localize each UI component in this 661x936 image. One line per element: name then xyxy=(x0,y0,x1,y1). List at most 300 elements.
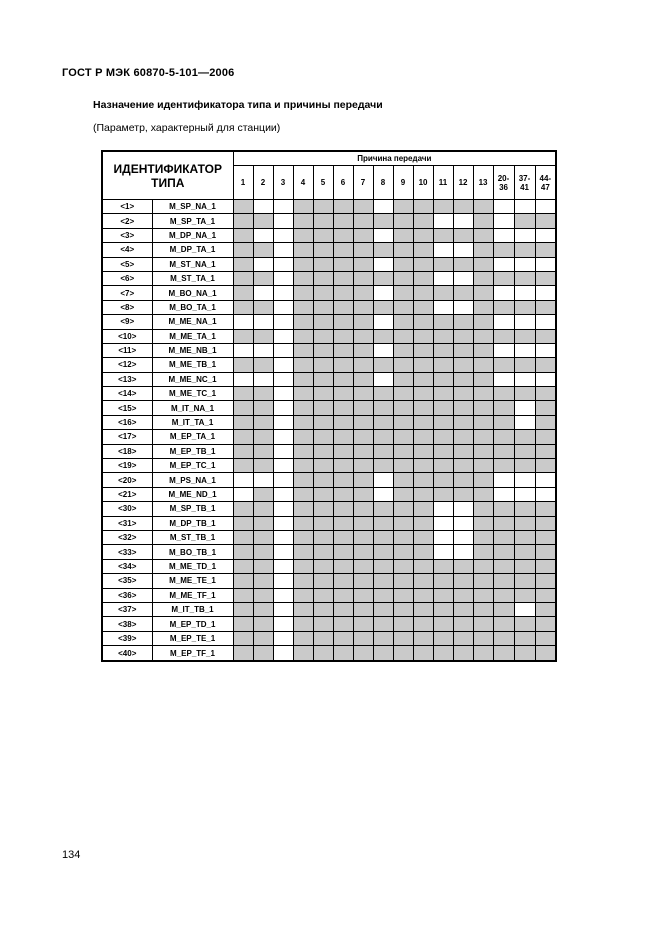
empty-cell xyxy=(493,315,514,329)
table-row xyxy=(102,444,556,458)
empty-cell xyxy=(273,602,293,616)
shaded-cell xyxy=(333,401,353,415)
shaded-cell xyxy=(253,401,273,415)
shaded-cell xyxy=(453,459,473,473)
empty-cell xyxy=(453,530,473,544)
table-row xyxy=(102,602,556,616)
cause-column-header: 6 xyxy=(333,166,353,200)
shaded-cell xyxy=(493,401,514,415)
shaded-cell xyxy=(493,545,514,559)
shaded-cell xyxy=(393,602,413,616)
shaded-cell xyxy=(313,243,333,257)
table-row xyxy=(102,358,556,372)
shaded-cell xyxy=(413,286,433,300)
type-id-code: <3> xyxy=(102,228,152,242)
empty-cell xyxy=(535,372,556,386)
empty-cell xyxy=(273,502,293,516)
empty-cell xyxy=(273,257,293,271)
shaded-cell xyxy=(514,430,535,444)
shaded-cell xyxy=(353,631,373,645)
empty-cell xyxy=(373,343,393,357)
shaded-cell xyxy=(353,516,373,530)
shaded-cell xyxy=(293,329,313,343)
shaded-cell xyxy=(393,646,413,661)
shaded-cell xyxy=(293,617,313,631)
section-title: Назначение идентификатора типа и причины передачи xyxy=(93,99,383,111)
shaded-cell xyxy=(233,214,253,228)
shaded-cell xyxy=(373,530,393,544)
type-id-code: <35> xyxy=(102,574,152,588)
type-id-code: <11> xyxy=(102,343,152,357)
shaded-cell xyxy=(413,214,433,228)
type-id-name: M_SP_TA_1 xyxy=(152,214,233,228)
shaded-cell xyxy=(493,387,514,401)
shaded-cell xyxy=(473,214,493,228)
shaded-cell xyxy=(493,358,514,372)
shaded-cell xyxy=(293,502,313,516)
table-row xyxy=(102,631,556,645)
cause-column-header: 20-36 xyxy=(493,166,514,200)
empty-cell xyxy=(273,530,293,544)
shaded-cell xyxy=(413,430,433,444)
type-id-code: <10> xyxy=(102,329,152,343)
table-row xyxy=(102,487,556,501)
shaded-cell xyxy=(413,444,433,458)
table-row xyxy=(102,502,556,516)
shaded-cell xyxy=(453,387,473,401)
type-id-code: <39> xyxy=(102,631,152,645)
table-row xyxy=(102,401,556,415)
shaded-cell xyxy=(433,617,453,631)
shaded-cell xyxy=(333,530,353,544)
shaded-cell xyxy=(293,459,313,473)
type-id-name: M_ME_TC_1 xyxy=(152,387,233,401)
shaded-cell xyxy=(313,315,333,329)
shaded-cell xyxy=(233,631,253,645)
shaded-cell xyxy=(293,430,313,444)
empty-cell xyxy=(493,286,514,300)
empty-cell xyxy=(493,473,514,487)
cause-column-header: 2 xyxy=(253,166,273,200)
shaded-cell xyxy=(413,588,433,602)
shaded-cell xyxy=(393,473,413,487)
shaded-cell xyxy=(293,516,313,530)
shaded-cell xyxy=(333,415,353,429)
shaded-cell xyxy=(535,430,556,444)
shaded-cell xyxy=(413,329,433,343)
type-id-code: <20> xyxy=(102,473,152,487)
empty-cell xyxy=(273,387,293,401)
empty-cell xyxy=(273,358,293,372)
type-id-name: M_ME_TD_1 xyxy=(152,559,233,573)
shaded-cell xyxy=(473,588,493,602)
shaded-cell xyxy=(333,228,353,242)
shaded-cell xyxy=(333,502,353,516)
shaded-cell xyxy=(535,631,556,645)
shaded-cell xyxy=(333,372,353,386)
shaded-cell xyxy=(293,559,313,573)
shaded-cell xyxy=(233,545,253,559)
shaded-cell xyxy=(514,459,535,473)
empty-cell xyxy=(273,200,293,214)
shaded-cell xyxy=(535,358,556,372)
shaded-cell xyxy=(453,372,473,386)
shaded-cell xyxy=(313,602,333,616)
shaded-cell xyxy=(373,430,393,444)
shaded-cell xyxy=(373,617,393,631)
shaded-cell xyxy=(473,473,493,487)
type-id-name: M_ME_TE_1 xyxy=(152,574,233,588)
empty-cell xyxy=(433,516,453,530)
empty-cell xyxy=(433,545,453,559)
empty-cell xyxy=(273,271,293,285)
shaded-cell xyxy=(473,228,493,242)
shaded-cell xyxy=(413,487,433,501)
empty-cell xyxy=(273,588,293,602)
shaded-cell xyxy=(233,602,253,616)
shaded-cell xyxy=(373,401,393,415)
shaded-cell xyxy=(493,459,514,473)
shaded-cell xyxy=(535,530,556,544)
empty-cell xyxy=(273,459,293,473)
shaded-cell xyxy=(313,214,333,228)
table-row xyxy=(102,286,556,300)
shaded-cell xyxy=(313,516,333,530)
shaded-cell xyxy=(333,602,353,616)
table-row xyxy=(102,516,556,530)
empty-cell xyxy=(253,257,273,271)
shaded-cell xyxy=(373,271,393,285)
empty-cell xyxy=(453,516,473,530)
shaded-cell xyxy=(233,271,253,285)
table-row xyxy=(102,588,556,602)
shaded-cell xyxy=(313,487,333,501)
shaded-cell xyxy=(453,286,473,300)
table-row xyxy=(102,430,556,444)
shaded-cell xyxy=(493,516,514,530)
shaded-cell xyxy=(493,646,514,661)
shaded-cell xyxy=(413,401,433,415)
shaded-cell xyxy=(333,200,353,214)
shaded-cell xyxy=(293,401,313,415)
shaded-cell xyxy=(514,243,535,257)
shaded-cell xyxy=(493,617,514,631)
shaded-cell xyxy=(313,401,333,415)
shaded-cell xyxy=(413,516,433,530)
shaded-cell xyxy=(514,502,535,516)
cause-column-header: 13 xyxy=(473,166,493,200)
empty-cell xyxy=(373,228,393,242)
shaded-cell xyxy=(353,401,373,415)
empty-cell xyxy=(273,545,293,559)
shaded-cell xyxy=(353,243,373,257)
empty-cell xyxy=(233,343,253,357)
shaded-cell xyxy=(413,545,433,559)
shaded-cell xyxy=(353,415,373,429)
type-id-header: ИДЕНТИФИКАТОР ТИПА xyxy=(102,151,233,200)
table-row xyxy=(102,473,556,487)
shaded-cell xyxy=(535,559,556,573)
shaded-cell xyxy=(433,473,453,487)
shaded-cell xyxy=(393,329,413,343)
empty-cell xyxy=(373,257,393,271)
shaded-cell xyxy=(473,200,493,214)
shaded-cell xyxy=(333,430,353,444)
shaded-cell xyxy=(233,459,253,473)
empty-cell xyxy=(514,401,535,415)
shaded-cell xyxy=(313,459,333,473)
shaded-cell xyxy=(413,228,433,242)
shaded-cell xyxy=(473,574,493,588)
shaded-cell xyxy=(453,559,473,573)
shaded-cell xyxy=(393,430,413,444)
shaded-cell xyxy=(253,444,273,458)
shaded-cell xyxy=(393,343,413,357)
empty-cell xyxy=(273,415,293,429)
shaded-cell xyxy=(393,617,413,631)
cause-column-header: 44-47 xyxy=(535,166,556,200)
shaded-cell xyxy=(413,602,433,616)
shaded-cell xyxy=(514,617,535,631)
shaded-cell xyxy=(253,300,273,314)
shaded-cell xyxy=(233,516,253,530)
shaded-cell xyxy=(393,574,413,588)
empty-cell xyxy=(273,315,293,329)
shaded-cell xyxy=(233,415,253,429)
shaded-cell xyxy=(353,574,373,588)
shaded-cell xyxy=(373,387,393,401)
shaded-cell xyxy=(313,300,333,314)
cause-column-header: 1 xyxy=(233,166,253,200)
shaded-cell xyxy=(413,459,433,473)
shaded-cell xyxy=(373,602,393,616)
shaded-cell xyxy=(333,315,353,329)
type-id-name: M_ME_ND_1 xyxy=(152,487,233,501)
empty-cell xyxy=(535,343,556,357)
shaded-cell xyxy=(393,214,413,228)
shaded-cell xyxy=(493,430,514,444)
empty-cell xyxy=(253,200,273,214)
type-id-code: <9> xyxy=(102,315,152,329)
shaded-cell xyxy=(514,545,535,559)
shaded-cell xyxy=(293,372,313,386)
empty-cell xyxy=(273,473,293,487)
empty-cell xyxy=(273,286,293,300)
shaded-cell xyxy=(473,243,493,257)
empty-cell xyxy=(273,243,293,257)
shaded-cell xyxy=(253,430,273,444)
shaded-cell xyxy=(413,473,433,487)
shaded-cell xyxy=(353,444,373,458)
type-id-code: <12> xyxy=(102,358,152,372)
shaded-cell xyxy=(493,602,514,616)
shaded-cell xyxy=(373,444,393,458)
shaded-cell xyxy=(453,343,473,357)
shaded-cell xyxy=(233,530,253,544)
shaded-cell xyxy=(313,530,333,544)
shaded-cell xyxy=(373,516,393,530)
shaded-cell xyxy=(373,646,393,661)
shaded-cell xyxy=(353,487,373,501)
shaded-cell xyxy=(373,588,393,602)
empty-cell xyxy=(273,559,293,573)
type-id-name: M_PS_NA_1 xyxy=(152,473,233,487)
shaded-cell xyxy=(473,329,493,343)
cause-column-header: 5 xyxy=(313,166,333,200)
shaded-cell xyxy=(535,502,556,516)
shaded-cell xyxy=(233,588,253,602)
shaded-cell xyxy=(313,430,333,444)
shaded-cell xyxy=(233,257,253,271)
shaded-cell xyxy=(293,487,313,501)
shaded-cell xyxy=(353,430,373,444)
shaded-cell xyxy=(313,588,333,602)
shaded-cell xyxy=(473,502,493,516)
shaded-cell xyxy=(535,415,556,429)
shaded-cell xyxy=(393,387,413,401)
type-id-name: M_ME_TF_1 xyxy=(152,588,233,602)
shaded-cell xyxy=(293,214,313,228)
shaded-cell xyxy=(393,545,413,559)
empty-cell xyxy=(453,545,473,559)
shaded-cell xyxy=(313,358,333,372)
shaded-cell xyxy=(493,530,514,544)
shaded-cell xyxy=(493,415,514,429)
shaded-cell xyxy=(333,631,353,645)
shaded-cell xyxy=(473,646,493,661)
shaded-cell xyxy=(473,487,493,501)
shaded-cell xyxy=(514,559,535,573)
shaded-cell xyxy=(333,329,353,343)
empty-cell xyxy=(535,200,556,214)
empty-cell xyxy=(433,271,453,285)
shaded-cell xyxy=(253,545,273,559)
type-id-name: M_EP_TE_1 xyxy=(152,631,233,645)
type-id-code: <17> xyxy=(102,430,152,444)
type-id-name: M_ST_TA_1 xyxy=(152,271,233,285)
type-id-name: M_ME_NA_1 xyxy=(152,315,233,329)
empty-cell xyxy=(514,343,535,357)
type-id-code: <34> xyxy=(102,559,152,573)
shaded-cell xyxy=(393,415,413,429)
empty-cell xyxy=(514,372,535,386)
empty-cell xyxy=(373,487,393,501)
empty-cell xyxy=(273,228,293,242)
shaded-cell xyxy=(433,372,453,386)
shaded-cell xyxy=(373,243,393,257)
shaded-cell xyxy=(514,358,535,372)
shaded-cell xyxy=(293,588,313,602)
empty-cell xyxy=(273,300,293,314)
type-id-name: M_ST_NA_1 xyxy=(152,257,233,271)
empty-cell xyxy=(273,631,293,645)
shaded-cell xyxy=(333,286,353,300)
shaded-cell xyxy=(393,401,413,415)
shaded-cell xyxy=(453,228,473,242)
empty-cell xyxy=(373,315,393,329)
shaded-cell xyxy=(313,473,333,487)
shaded-cell xyxy=(535,617,556,631)
empty-cell xyxy=(273,329,293,343)
shaded-cell xyxy=(535,459,556,473)
shaded-cell xyxy=(353,473,373,487)
shaded-cell xyxy=(413,646,433,661)
shaded-cell xyxy=(333,646,353,661)
shaded-cell xyxy=(233,329,253,343)
shaded-cell xyxy=(373,300,393,314)
shaded-cell xyxy=(373,502,393,516)
cause-column-header: 37-41 xyxy=(514,166,535,200)
shaded-cell xyxy=(393,300,413,314)
shaded-cell xyxy=(473,300,493,314)
shaded-cell xyxy=(535,271,556,285)
empty-cell xyxy=(253,228,273,242)
type-id-code: <7> xyxy=(102,286,152,300)
type-id-code: <31> xyxy=(102,516,152,530)
empty-cell xyxy=(273,343,293,357)
shaded-cell xyxy=(313,646,333,661)
shaded-cell xyxy=(293,343,313,357)
shaded-cell xyxy=(373,631,393,645)
empty-cell xyxy=(535,315,556,329)
type-id-code: <1> xyxy=(102,200,152,214)
shaded-cell xyxy=(413,387,433,401)
shaded-cell xyxy=(373,545,393,559)
shaded-cell xyxy=(293,257,313,271)
shaded-cell xyxy=(393,286,413,300)
shaded-cell xyxy=(433,401,453,415)
shaded-cell xyxy=(433,444,453,458)
shaded-cell xyxy=(433,574,453,588)
shaded-cell xyxy=(293,602,313,616)
shaded-cell xyxy=(373,358,393,372)
shaded-cell xyxy=(413,300,433,314)
type-id-name: M_BO_NA_1 xyxy=(152,286,233,300)
shaded-cell xyxy=(233,401,253,415)
shaded-cell xyxy=(313,257,333,271)
shaded-cell xyxy=(393,200,413,214)
shaded-cell xyxy=(233,200,253,214)
shaded-cell xyxy=(293,444,313,458)
empty-cell xyxy=(453,300,473,314)
shaded-cell xyxy=(393,502,413,516)
empty-cell xyxy=(514,286,535,300)
shaded-cell xyxy=(293,200,313,214)
shaded-cell xyxy=(433,257,453,271)
shaded-cell xyxy=(453,430,473,444)
empty-cell xyxy=(233,372,253,386)
shaded-cell xyxy=(514,516,535,530)
shaded-cell xyxy=(233,502,253,516)
cause-header: Причина передачи xyxy=(233,151,556,166)
shaded-cell xyxy=(333,271,353,285)
shaded-cell xyxy=(473,545,493,559)
type-id-name: M_IT_TB_1 xyxy=(152,602,233,616)
shaded-cell xyxy=(353,358,373,372)
type-id-name: M_ME_TA_1 xyxy=(152,329,233,343)
shaded-cell xyxy=(473,516,493,530)
table-row xyxy=(102,329,556,343)
table-row xyxy=(102,372,556,386)
shaded-cell xyxy=(413,415,433,429)
shaded-cell xyxy=(333,358,353,372)
cause-column-header: 8 xyxy=(373,166,393,200)
shaded-cell xyxy=(453,200,473,214)
shaded-cell xyxy=(333,243,353,257)
empty-cell xyxy=(253,473,273,487)
shaded-cell xyxy=(233,358,253,372)
shaded-cell xyxy=(313,329,333,343)
